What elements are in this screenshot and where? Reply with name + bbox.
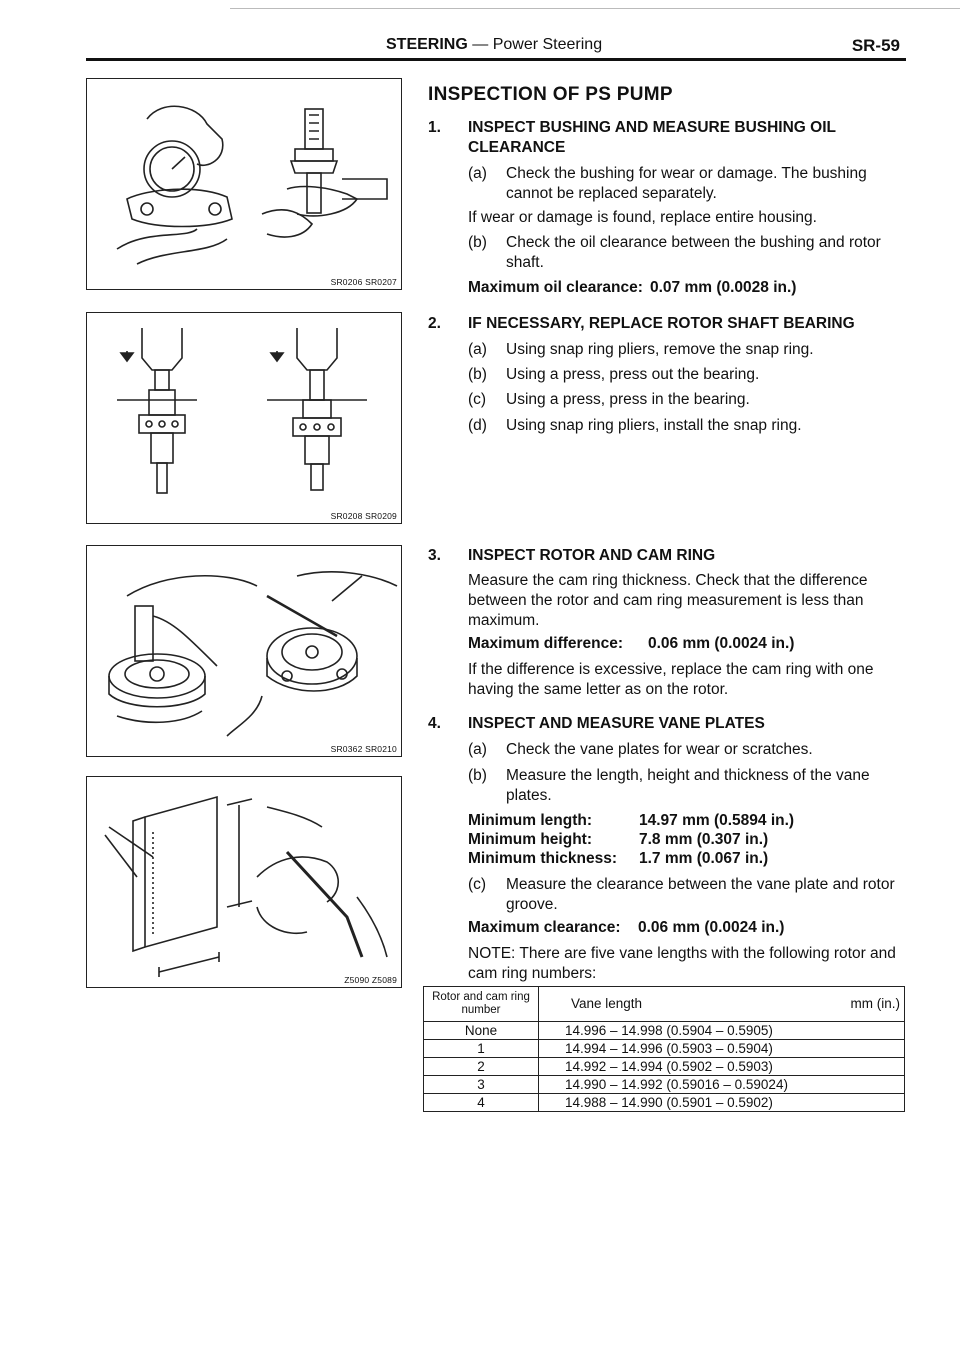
step-number: 2. bbox=[428, 315, 441, 332]
step-number: 4. bbox=[428, 715, 441, 732]
figure-caption: SR0362 SR0210 bbox=[330, 744, 397, 754]
table-header-row bbox=[424, 987, 905, 1022]
step-number: 3. bbox=[428, 547, 441, 564]
item-text: Using snap ring pliers, install the snap ring. bbox=[506, 417, 802, 434]
page-header bbox=[86, 36, 906, 58]
unit-label: mm (in.) bbox=[850, 996, 900, 1011]
table-row bbox=[424, 1076, 905, 1094]
item-text: Using a press, press out the bearing. bbox=[506, 366, 760, 383]
vane-length-cell: 14.996 – 14.998 (0.5904 – 0.5905) bbox=[539, 1022, 905, 1040]
vane-length-cell: 14.994 – 14.996 (0.5903 – 0.5904) bbox=[539, 1040, 905, 1058]
spec-label: Minimum height: bbox=[468, 831, 592, 848]
table-row bbox=[424, 1094, 905, 1112]
header-subsection: — Power Steering bbox=[472, 36, 603, 53]
item-label: (c) bbox=[468, 391, 487, 408]
spec-min-height bbox=[468, 830, 769, 850]
rotor-number-cell: 4 bbox=[424, 1094, 539, 1112]
figure-bearing-press bbox=[86, 312, 402, 524]
item-label: (a) bbox=[468, 165, 487, 182]
item-text: Check the oil clearance between the bushing and rotor shaft. bbox=[506, 234, 881, 271]
figure-caption: Z5090 Z5089 bbox=[344, 975, 397, 985]
table-row bbox=[424, 1058, 905, 1076]
item-label: (d) bbox=[468, 417, 487, 434]
spec-value: 0.07 mm (0.0028 in.) bbox=[650, 279, 797, 296]
vane-length-cell: 14.988 – 14.990 (0.5901 – 0.5902) bbox=[539, 1094, 905, 1112]
header-rule bbox=[86, 58, 906, 61]
bearing-illustration bbox=[87, 313, 401, 523]
rotor-illustration bbox=[87, 546, 401, 756]
rotor-number-cell: 1 bbox=[424, 1040, 539, 1058]
spec-label: Maximum difference: bbox=[468, 635, 624, 652]
page-code: SR-59 bbox=[851, 36, 900, 55]
item-text: Check the bushing for wear or damage. The bushing cannot be replaced separately. bbox=[506, 165, 867, 202]
spec-value: 14.97 mm (0.5894 in.) bbox=[639, 812, 795, 829]
header-section: STEERING bbox=[386, 36, 468, 53]
step-title: INSPECT ROTOR AND CAM RING bbox=[468, 547, 716, 564]
step-title: INSPECT AND MEASURE VANE PLATES bbox=[468, 715, 765, 732]
spec-min-length bbox=[468, 811, 795, 831]
spec-label: Maximum clearance: bbox=[468, 919, 621, 936]
section-heading: INSPECTION OF PS PUMP bbox=[428, 84, 673, 105]
spec-oil-clearance bbox=[468, 278, 797, 298]
item-label: (b) bbox=[468, 366, 487, 383]
step-1-note: If wear or damage is found, replace entire housing. bbox=[468, 209, 817, 226]
rotor-number-cell: 3 bbox=[424, 1076, 539, 1094]
spec-label: Maximum oil clearance: bbox=[468, 279, 643, 296]
item-label: (b) bbox=[468, 767, 487, 784]
item-label: (a) bbox=[468, 341, 487, 358]
item-text: Measure the length, height and thickness of the vane plates. bbox=[506, 767, 870, 804]
spec-max-difference bbox=[468, 634, 795, 654]
figure-caption: SR0206 SR0207 bbox=[330, 277, 397, 287]
col-header-vane-length bbox=[539, 987, 905, 1022]
step-title: IF NECESSARY, REPLACE ROTOR SHAFT BEARING bbox=[468, 315, 855, 332]
step-3-note: If the difference is excessive, replace the cam ring with one having the same letter as on the rotor. bbox=[468, 661, 874, 698]
vane-length-label: Vane length bbox=[571, 996, 643, 1011]
spec-value: 0.06 mm (0.0024 in.) bbox=[648, 635, 795, 652]
vane-illustration bbox=[87, 777, 401, 987]
vane-length-cell: 14.990 – 14.992 (0.59016 – 0.59024) bbox=[539, 1076, 905, 1094]
spec-value: 0.06 mm (0.0024 in.) bbox=[638, 919, 785, 936]
figure-rotor-cam bbox=[86, 545, 402, 757]
spec-label: Minimum length: bbox=[468, 812, 592, 829]
item-label: (c) bbox=[468, 876, 487, 893]
item-text: Using snap ring pliers, remove the snap ring. bbox=[506, 341, 814, 358]
spec-value: 7.8 mm (0.307 in.) bbox=[639, 831, 769, 848]
header-title bbox=[386, 36, 602, 54]
col-header-rotor-number: Rotor and cam ring number bbox=[424, 987, 539, 1022]
top-rule bbox=[230, 8, 960, 9]
vane-length-table bbox=[423, 986, 905, 1112]
spec-value: 1.7 mm (0.067 in.) bbox=[639, 850, 769, 867]
rotor-number-cell: 2 bbox=[424, 1058, 539, 1076]
step-number: 1. bbox=[428, 119, 441, 136]
spec-label: Minimum thickness: bbox=[468, 850, 617, 867]
step-title: INSPECT BUSHING AND MEASURE BUSHING OIL CLEARANCE bbox=[468, 119, 836, 156]
figure-vane-plate bbox=[86, 776, 402, 988]
item-text: Measure the clearance between the vane plate and rotor groove. bbox=[506, 876, 895, 913]
step-4-note: NOTE: There are five vane lengths with the following rotor and cam ring numbers: bbox=[468, 945, 896, 982]
item-text: Using a press, press in the bearing. bbox=[506, 391, 750, 408]
spec-min-thickness bbox=[468, 849, 769, 869]
spec-max-clearance bbox=[468, 918, 785, 938]
hand-outline bbox=[147, 106, 223, 165]
table-row bbox=[424, 1022, 905, 1040]
item-label: (a) bbox=[468, 741, 487, 758]
bushing-illustration bbox=[87, 79, 401, 289]
item-text: Check the vane plates for wear or scratches. bbox=[506, 741, 813, 758]
figure-caption: SR0208 SR0209 bbox=[330, 511, 397, 521]
figure-bushing-check bbox=[86, 78, 402, 290]
table-row bbox=[424, 1040, 905, 1058]
step-3-text: Measure the cam ring thickness. Check that the difference between the rotor and cam ring measurement is less than maximum. bbox=[468, 572, 868, 629]
vane-length-cell: 14.992 – 14.994 (0.5902 – 0.5903) bbox=[539, 1058, 905, 1076]
item-label: (b) bbox=[468, 234, 487, 251]
rotor-number-cell: None bbox=[424, 1022, 539, 1040]
